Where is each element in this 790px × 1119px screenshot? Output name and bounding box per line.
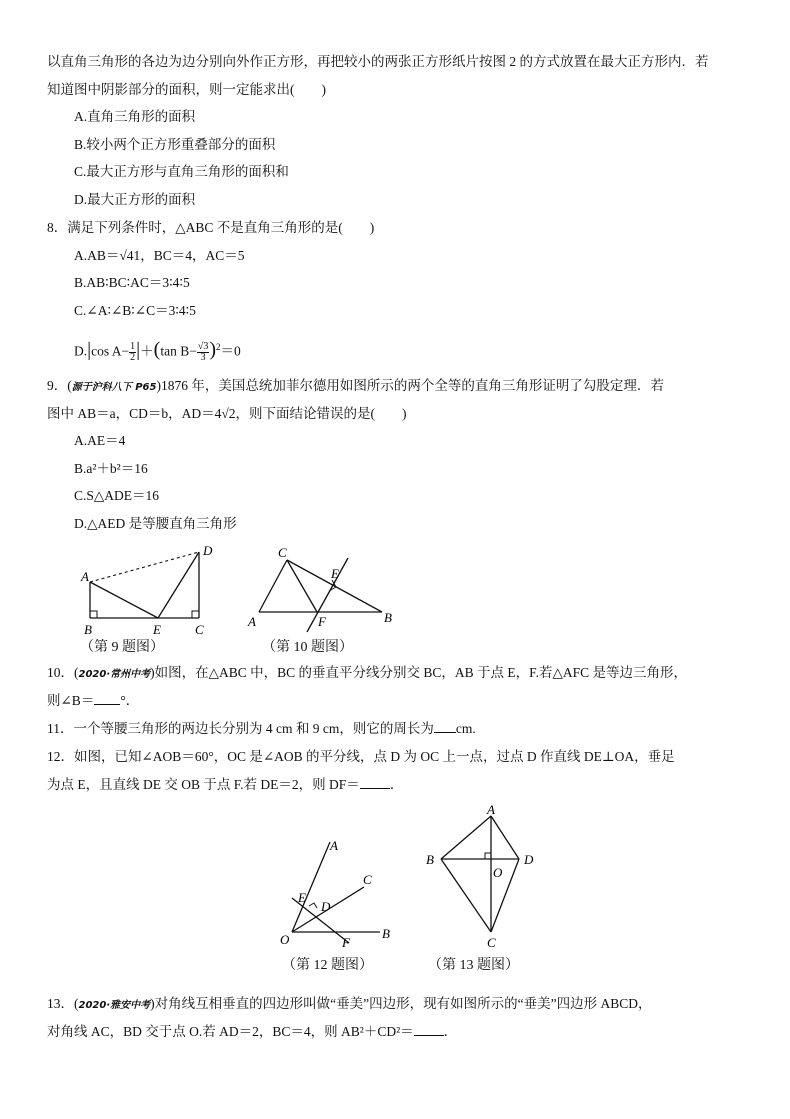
figure-10 — [245, 540, 400, 640]
fig10-label-a: A — [248, 614, 256, 629]
figure-10-diagram — [245, 540, 400, 640]
fig12-label-f: F — [342, 935, 350, 950]
fig12-label-o: O — [280, 932, 290, 947]
q12-stem-line1: 12．如图，已知∠AOB＝60°，OC 是∠AOB 的平分线，点 D 为 OC 上一点，过点 D 作直线 DE⊥OA，垂足 — [47, 749, 675, 764]
figure-12-caption: （第 12 题图） — [282, 958, 373, 973]
figure-12 — [272, 832, 402, 952]
q10-stem-line2: 则∠B＝ °． — [47, 693, 140, 708]
fig10-label-b: B — [384, 610, 392, 625]
fig12-ray-oa — [292, 842, 330, 932]
fig10-segment-ac — [259, 560, 287, 612]
fig12-label-e: E — [298, 890, 306, 905]
fig12-label-a: A — [330, 838, 338, 853]
q8-option-d: D.|cos A− $\frac{1}{2}$ |＋(tan B− $\frac{√3}{3}$ )$^2$＝0 — [74, 338, 241, 363]
q13-stem-line1: 13．(2020·雅安中考)对角线互相垂直的四边形叫做“垂美”四边形，现有如图所示的“垂美”四边形 ABCD， — [47, 996, 652, 1011]
fig12-label-d: D — [321, 899, 331, 914]
fig9-label-b: B — [84, 622, 92, 637]
q7-option-c: C.最大正方形与直角三角形的面积和 — [74, 164, 289, 179]
fig9-label-c: C — [195, 622, 204, 637]
q9-option-b: B.a²＋b²＝16 — [74, 461, 148, 476]
q8-option-d-cos: cos A− — [91, 343, 130, 359]
fig12-label-c: C — [363, 872, 372, 887]
fig12-right-angle-e — [309, 903, 317, 908]
q7-option-d: D.最大正方形的面积 — [74, 192, 196, 207]
fig9-right-angle-c — [192, 611, 199, 618]
fig13-label-b: B — [426, 852, 434, 867]
q12-stem-line2: 为点 E，且直线 DE 交 OB 于点 F.若 DE＝2，则 DF＝ ． — [47, 777, 404, 792]
q9-source: 源于沪科八下 P65 — [71, 382, 157, 393]
q8-option-d-equals: ＝0 — [220, 343, 241, 359]
figure-10-caption: （第 10 题图） — [262, 640, 353, 655]
figure-13-diagram — [420, 804, 550, 950]
figure-9 — [72, 540, 232, 640]
fig13-segment-ad — [491, 816, 519, 859]
q7-option-b: B.较小两个正方形重叠部分的面积 — [74, 137, 276, 152]
q8-option-d-exponent: 2 — [216, 342, 221, 352]
fig9-segment-ed — [158, 552, 199, 618]
q8-option-b: B.AB∶BC∶AC＝3∶4∶5 — [74, 275, 190, 290]
fig9-label-a: A — [81, 569, 89, 584]
q12-answer-blank[interactable] — [360, 776, 390, 789]
q10-answer-blank[interactable] — [94, 692, 120, 705]
figure-12-diagram — [272, 832, 402, 952]
q7-option-a: A.直角三角形的面积 — [74, 109, 196, 124]
q8-option-d-tan: tan B− — [160, 343, 197, 359]
fig9-label-e: E — [153, 622, 161, 637]
fig13-right-angle-o — [485, 853, 491, 859]
q11-answer-blank[interactable] — [434, 720, 456, 733]
figure-13 — [420, 804, 550, 950]
q8-option-d-frac1: $\frac{1}{2}$ — [130, 340, 136, 363]
q8-option-d-prefix: D. — [74, 343, 88, 359]
fig13-label-d: D — [524, 852, 534, 867]
q10-stem-line1: 10．(2020·常州中考)如图，在△ABC 中，BC 的垂直平分线分别交 BC，AB 于点 E，F.若△AFC 是等边三角形， — [47, 665, 687, 680]
q9-stem-line1: 9．(源于沪科八下 P65)1876 年，美国总统加菲尔德用如图所示的两个全等的直角三角形证明了勾股定理．若 — [47, 378, 664, 393]
q13-stem-line2: 对角线 AC，BD 交于点 O.若 AD＝2，BC＝4，则 AB²＋CD²＝ ． — [47, 1024, 458, 1039]
fig13-label-a: A — [487, 804, 495, 817]
fig9-label-d: D — [203, 543, 213, 558]
fig10-label-c: C — [278, 545, 287, 560]
q11-stem: 11．一个等腰三角形的两边长分别为 4 cm 和 9 cm，则它的周长为 cm. — [47, 721, 476, 736]
q7-stem-line2: 知道图中阴影部分的面积，则一定能求出( ) — [47, 82, 326, 97]
fig13-segment-bc — [441, 859, 491, 932]
q13-answer-blank[interactable] — [414, 1023, 444, 1036]
fig10-label-e: E — [331, 566, 339, 581]
fig13-label-c: C — [487, 935, 496, 950]
q8-option-c: C.∠A∶∠B∶∠C＝3∶4∶5 — [74, 303, 196, 318]
fig9-right-angle-b — [90, 611, 97, 618]
fig10-label-f: F — [318, 614, 326, 629]
figure-13-caption: （第 13 题图） — [428, 958, 519, 973]
figure-9-diagram — [72, 540, 232, 640]
q9-stem-line2: 图中 AB＝a，CD＝b，AD＝4√2，则下面结论错误的是( ) — [47, 406, 407, 421]
q8-stem: 8．满足下列条件时，△ABC 不是直角三角形的是( ) — [47, 220, 375, 235]
fig13-label-o: O — [493, 865, 503, 880]
q8-option-d-plus: ＋ — [140, 343, 154, 359]
fig12-label-b: B — [382, 926, 390, 941]
q7-stem-line1: 以直角三角形的各边为边分别向外作正方形，再把较小的两张正方形纸片按图 2 的方式放置在最大正方形内．若 — [47, 54, 709, 69]
q9-option-c: C.S△ADE＝16 — [74, 488, 160, 503]
q9-option-a: A.AE＝4 — [74, 433, 126, 448]
figure-9-caption: （第 9 题图） — [80, 640, 164, 655]
q9-option-d: D.△AED 是等腰直角三角形 — [74, 516, 237, 531]
q13-source: 2020·雅安中考 — [78, 1000, 151, 1011]
fig9-segment-ae — [90, 582, 158, 618]
q8-option-a: A.AB＝√41，BC＝4，AC＝5 — [74, 248, 245, 263]
q8-option-d-frac2: $\frac{√3}{3}$ — [197, 340, 209, 363]
fig13-segment-ab — [441, 816, 491, 859]
fig10-perpendicular-bisector — [307, 558, 348, 632]
q10-source: 2020·常州中考 — [78, 669, 151, 680]
